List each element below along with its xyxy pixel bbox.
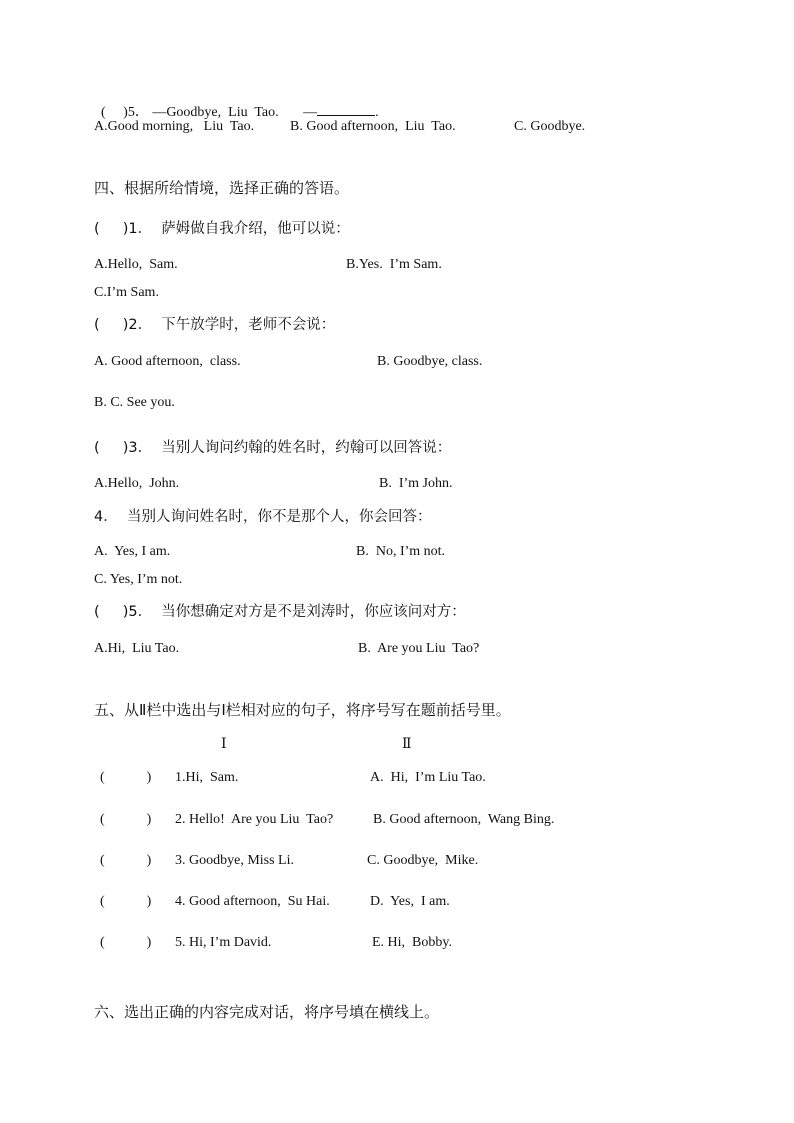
s4-q5-option-a: A.Hi, Liu Tao. xyxy=(94,641,180,656)
s4-q1-option-c: C.I’m Sam. xyxy=(94,285,159,300)
match-row-1-right: A. Hi, I’m Liu Tao. xyxy=(370,770,486,785)
s4-q2-option-b: B. Goodbye, class. xyxy=(377,354,483,369)
q5-prev-question-text: ( )5． —Goodbye, Liu Tao. — xyxy=(101,105,318,120)
section4-title: 四、根据所给情境，选择正确的答语。 xyxy=(94,179,350,197)
match-row-2-paren[interactable]: ( ) xyxy=(100,812,152,827)
column-header-i: Ⅰ xyxy=(221,737,227,752)
match-row-5-left: 5. Hi, I’m David. xyxy=(175,935,272,950)
q5-prev-question-end: . xyxy=(375,105,379,120)
s4-q4-option-b: B. No, I’m not. xyxy=(356,544,446,559)
q5-prev-question xyxy=(94,83,379,122)
match-row-5-paren[interactable]: ( ) xyxy=(100,935,152,950)
s4-q1-option-a: A.Hello, Sam. xyxy=(94,257,178,272)
q5-prev-option-c: C. Goodbye. xyxy=(514,119,586,134)
match-row-2-left: 2. Hello! Are you Liu Tao? xyxy=(175,812,334,827)
match-row-5-right: E. Hi, Bobby. xyxy=(372,935,452,950)
s4-q2-option-c: B. C. See you. xyxy=(94,395,175,410)
s4-q5-text: ( )5． 当你想确定对方是不是刘涛时，你应该问对方： xyxy=(94,604,466,620)
section5-title: 五、从Ⅱ栏中选出与Ⅰ栏相对应的句子，将序号写在题前括号里。 xyxy=(94,701,511,719)
s4-q3-option-a: A.Hello, John. xyxy=(94,476,180,491)
match-row-4-right: D. Yes, I am. xyxy=(370,894,450,909)
match-row-4-paren[interactable]: ( ) xyxy=(100,894,152,909)
s4-q3-text: ( )3． 当别人询问约翰的姓名时，约翰可以回答说： xyxy=(94,440,452,456)
section6-title: 六、选出正确的内容完成对话，将序号填在横线上。 xyxy=(94,1003,440,1021)
q5-prev-option-b: B. Good afternoon, Liu Tao. xyxy=(290,119,456,134)
match-row-2-right: B. Good afternoon, Wang Bing. xyxy=(373,812,555,827)
s4-q1-option-b: B.Yes. I’m Sam. xyxy=(346,257,442,272)
match-row-3-left: 3. Goodbye, Miss Li. xyxy=(175,853,294,868)
column-header-ii: Ⅱ xyxy=(402,737,412,752)
match-row-1-paren[interactable]: ( ) xyxy=(100,770,152,785)
answer-blank[interactable] xyxy=(317,101,375,116)
q5-prev-option-a: A.Good morning, Liu Tao. xyxy=(94,119,255,134)
match-row-1-left: 1.Hi, Sam. xyxy=(175,770,239,785)
s4-q4-text: 4． 当别人询问姓名时，你不是那个人，你会回答： xyxy=(94,509,432,525)
s4-q2-option-a: A. Good afternoon, class. xyxy=(94,354,241,369)
match-row-4-left: 4. Good afternoon, Su Hai. xyxy=(175,894,330,909)
match-row-3-right: C. Goodbye, Mike. xyxy=(367,853,479,868)
s4-q1-text: ( )1． 萨姆做自我介绍，他可以说： xyxy=(94,221,350,237)
s4-q3-option-b: B. I’m John. xyxy=(379,476,453,491)
s4-q4-option-c: C. Yes, I’m not. xyxy=(94,572,183,587)
match-row-3-paren[interactable]: ( ) xyxy=(100,853,152,868)
s4-q4-option-a: A. Yes, I am. xyxy=(94,544,171,559)
s4-q5-option-b: B. Are you Liu Tao? xyxy=(358,641,480,656)
s4-q2-text: ( )2． 下午放学时，老师不会说： xyxy=(94,317,336,333)
